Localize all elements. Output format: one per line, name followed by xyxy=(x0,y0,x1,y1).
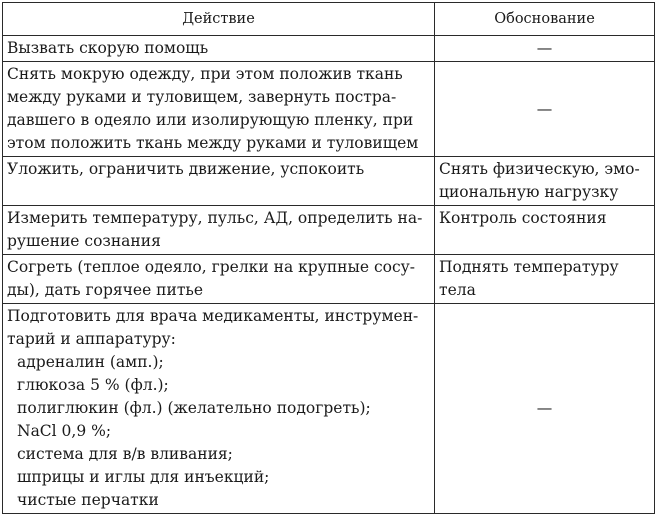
action-cell xyxy=(3,255,435,304)
table-row xyxy=(3,157,655,206)
action-cell xyxy=(3,304,435,514)
first-aid-table xyxy=(2,2,655,514)
action-text: Вызвать скорую помощь xyxy=(7,39,209,57)
table-header-row xyxy=(3,3,655,36)
list-item: NaCl 0,9 %; xyxy=(17,422,112,440)
reason-dash: — xyxy=(536,99,553,118)
action-cell xyxy=(3,36,435,62)
action-text: Снять мокрую одежду, при этом положив ткань xyxy=(7,65,403,83)
action-text: ды), дать горячее питье xyxy=(7,281,204,299)
table-row xyxy=(3,255,655,304)
action-text: давшего в одеяло или изолирующую пленку, при xyxy=(7,111,414,129)
list-item: адреналин (амп.); xyxy=(17,353,164,371)
action-cell xyxy=(3,62,435,157)
reason-text: Снять физическую, эмо- xyxy=(439,160,640,178)
reason-cell xyxy=(435,62,655,157)
reason-dash: — xyxy=(536,39,553,57)
reason-text: тела xyxy=(439,281,476,299)
reason-text: циональную нагрузку xyxy=(439,183,619,201)
reason-cell xyxy=(435,36,655,62)
reason-cell xyxy=(435,255,655,304)
action-text: Уложить, ограничить движение, успокоить xyxy=(7,160,365,178)
action-cell xyxy=(3,157,435,206)
table-row xyxy=(3,304,655,514)
action-text: тарий и аппаратуру: xyxy=(7,330,176,348)
action-cell xyxy=(3,206,435,255)
reason-dash: — xyxy=(536,399,553,417)
table-row xyxy=(3,206,655,255)
header-action: Действие xyxy=(3,3,435,36)
list-item: чистые перчатки xyxy=(17,491,159,509)
action-text: Согреть (теплое одеяло, грелки на крупные сосу- xyxy=(7,258,415,276)
reason-text: Контроль состояния xyxy=(439,209,607,227)
action-text: этом положить ткань между руками и туловищем xyxy=(7,134,419,152)
list-item: глюкоза 5 % (фл.); xyxy=(17,376,169,394)
list-item: система для в/в вливания; xyxy=(17,445,233,463)
reason-cell xyxy=(435,304,655,514)
action-text: между руками и туловищем, завернуть постра- xyxy=(7,88,397,106)
reason-cell xyxy=(435,157,655,206)
table-row xyxy=(3,62,655,157)
action-text: Измерить температуру, пульс, АД, определить на- xyxy=(7,209,423,227)
table-row xyxy=(3,36,655,62)
list-item: полиглюкин (фл.) (желательно подогреть); xyxy=(17,399,371,417)
list-item: шприцы и иглы для инъекций; xyxy=(17,468,270,486)
action-text: рушение сознания xyxy=(7,232,161,250)
reason-text: Поднять температуру xyxy=(439,258,619,276)
reason-cell xyxy=(435,206,655,255)
header-reason: Обоснование xyxy=(435,3,655,36)
action-text: Подготовить для врача медикаменты, инструмен- xyxy=(7,307,419,325)
